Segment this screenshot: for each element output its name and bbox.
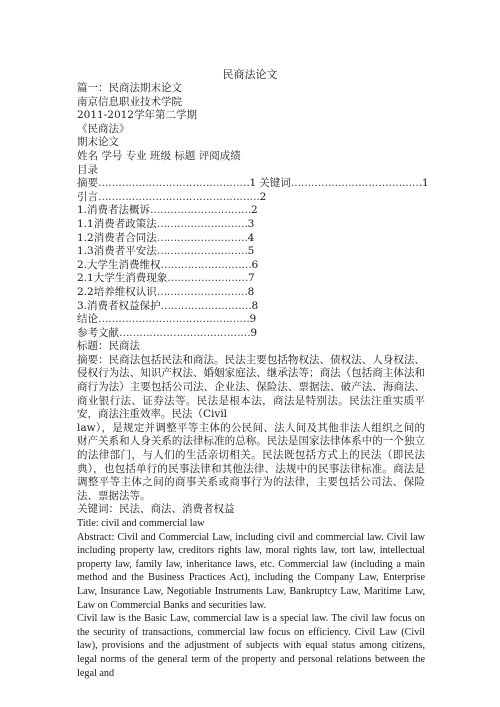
- toc-label: 1.3消费者平安法: [77, 245, 157, 258]
- toc-page: 2: [259, 190, 267, 203]
- toc-dots: ………………………………………: [98, 177, 250, 190]
- toc-page: 8: [247, 285, 255, 298]
- toc-label: 1.2消费者合同法: [77, 231, 157, 244]
- toc-entry[interactable]: [77, 232, 425, 246]
- toc-page: 2: [251, 204, 258, 217]
- header-line: 篇一：民商法期末论文: [77, 82, 182, 94]
- toc-dots: …………………………………: [119, 326, 251, 339]
- toc-label: 引言: [77, 190, 98, 203]
- abstract-cn: 摘要：民商法包括民法和商法。民法主要包括物权法、债权法、人身权法、侵权行为法、知识产权法、婚姻家庭法、继承法等；商法（包括商主体法和商行为法）主要包括公司法、企业法、保险法、票据法、破产法、海商法、商业银行法、证券法等。民法是根本法，商法是特别法。民法注重实质平安，商法注重效率。民法（Civil: [77, 353, 425, 421]
- header-line: 南京信息职业技术学院: [77, 95, 182, 108]
- toc-page: 9: [250, 326, 257, 339]
- toc-page: 8: [251, 299, 259, 312]
- toc-label: 3.消费者权益保护: [77, 299, 161, 312]
- document-body: [77, 82, 429, 680]
- toc-entry[interactable]: [77, 313, 425, 327]
- toc-dots: ………………………: [156, 285, 248, 298]
- paragraph-en: Civil law is the Basic Law, commercial law is a special law. The civil law focus on the security of transactions, commercial law focus on efficiency. Civil Law (Civil law), provisions and the adjustment of subjects with equal status among citizens, legal norms of the general term of the property and personal relations between the legal and: [77, 613, 425, 679]
- toc-dots: …………………………: [150, 204, 252, 217]
- toc-entry[interactable]: [77, 327, 425, 341]
- toc-entry[interactable]: [77, 218, 425, 232]
- toc-dots: ………………………: [160, 258, 252, 271]
- toc-entry[interactable]: [77, 286, 425, 300]
- toc-entry[interactable]: [77, 204, 425, 218]
- toc-entry[interactable]: [77, 245, 425, 259]
- toc-label: 1.消费者法概诉: [77, 204, 151, 217]
- toc-label: 1.1消费者政策法: [77, 217, 157, 230]
- abstract-cn-continued: law），是规定并调整平等主体的公民间、法人间及其他非法人组织之间的财产关系和人身关系的法律标准的总称。民法是国家法律体系中的一个独立的法律部门，与人们的生活亲切相关。民法既包括方式上的民法（即民法典），也包括单行的民事法律和其他法律、法规中的民事法律标准。商法是调整平等主体之间的商事关系或商事行为的法律，主要包括公司法、保险法、票据法等。: [77, 421, 425, 502]
- toc-dots: ………………………………………: [98, 313, 250, 326]
- toc-label: 2.2培养维权认识: [77, 285, 157, 298]
- toc-heading: 目录: [77, 163, 98, 176]
- toc-entry[interactable]: [77, 259, 425, 273]
- toc-page: 1: [249, 177, 257, 190]
- header-line: 姓名 学号 专业 班级 标题 评阅成绩: [77, 149, 241, 162]
- toc-page: 3: [247, 217, 255, 230]
- paper-title-line: 标题：民商法: [77, 340, 140, 353]
- header-line: 《民商法》: [77, 122, 130, 135]
- toc-label: 参考文献: [77, 326, 119, 339]
- toc-label: 2.大学生消费维权: [77, 258, 161, 271]
- toc-page: 9: [249, 313, 257, 326]
- toc-label: 摘要: [77, 177, 98, 190]
- toc-dots: ……………………: [167, 272, 249, 285]
- toc-dots: …………………………………: [290, 177, 423, 190]
- toc-dots: ………………………: [156, 217, 248, 230]
- header-line: 期末论文: [77, 136, 119, 149]
- toc-dots: ………………………: [160, 299, 252, 312]
- toc-entry[interactable]: [77, 177, 429, 191]
- toc-page: 1: [422, 177, 429, 190]
- header-line: 2011-2012学年第二学期: [77, 109, 197, 122]
- toc-dots: …………………………………………: [98, 190, 260, 203]
- toc-page: 7: [248, 272, 255, 285]
- toc-page: 6: [251, 258, 259, 271]
- abstract-en: Abstract: Civil and Commercial Law, including civil and commercial law. Civil law including property law, creditors rights law, moral rights law, tort law, intellectual property law, family law, inheritance laws, etc. Commercial law (including a main method and the Business Practices Act), including the Company Law, Enterprise Law, Insurance Law, Negotiable Instruments Law, Bankruptcy Law, Maritime Law, Law on Commercial Banks and securities law.: [77, 531, 425, 611]
- toc-dots: ………………………: [156, 231, 248, 244]
- toc-entry[interactable]: [77, 191, 425, 205]
- toc-page: 5: [247, 245, 255, 258]
- keywords-cn: 关键词：民法、商法、消费者权益: [77, 503, 235, 516]
- document-title: 民商法论文: [222, 68, 278, 81]
- toc-page: 4: [247, 231, 255, 244]
- toc-entry[interactable]: [77, 272, 425, 286]
- title-en: Title: civil and commercial law: [77, 518, 205, 529]
- toc-label: 结论: [77, 313, 98, 326]
- toc-entry[interactable]: [77, 300, 425, 314]
- toc-label: 2.1大学生消费现象: [77, 272, 168, 285]
- toc-dots: ………………………: [156, 245, 248, 258]
- toc-label: 关键词: [259, 177, 291, 190]
